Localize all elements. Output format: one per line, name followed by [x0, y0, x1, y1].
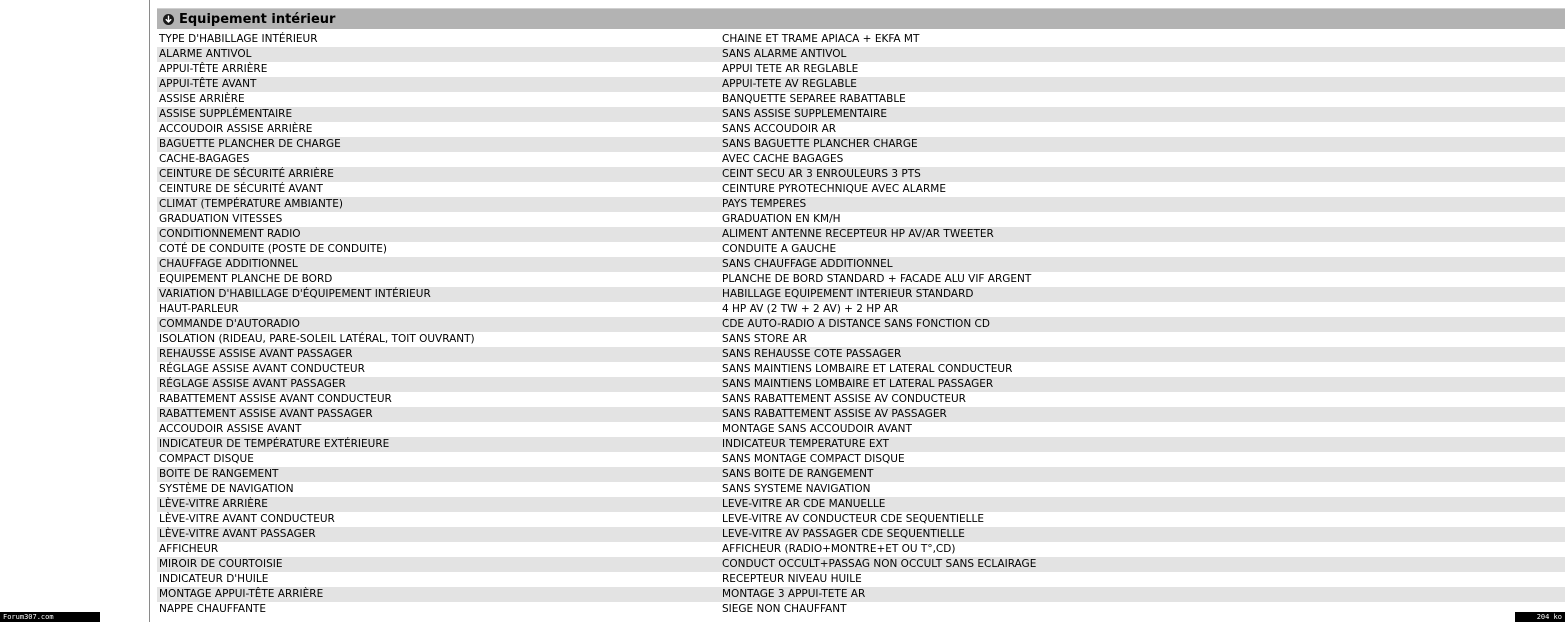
table-row	[157, 212, 1565, 227]
table-row	[157, 527, 1565, 542]
row-label: VARIATION D'HABILLAGE D'ÉQUIPEMENT INTÉRIEUR	[159, 288, 431, 300]
table-row	[157, 497, 1565, 512]
row-value: SIEGE NON CHAUFFANT	[722, 603, 847, 615]
row-value: GRADUATION EN KM/H	[722, 213, 841, 225]
table-row	[157, 182, 1565, 197]
row-label: LÈVE-VITRE AVANT PASSAGER	[159, 528, 316, 540]
row-value: HABILLAGE EQUIPEMENT INTERIEUR STANDARD	[722, 288, 974, 300]
row-value: AFFICHEUR (RADIO+MONTRE+ET OU T°,CD)	[722, 543, 956, 555]
row-label: CACHE-BAGAGES	[159, 153, 250, 165]
table-row	[157, 602, 1565, 617]
row-value: CHAINE ET TRAME APIACA + EKFA MT	[722, 33, 920, 45]
section-title: Equipement intérieur	[179, 11, 336, 27]
table-row	[157, 122, 1565, 137]
table-row	[157, 197, 1565, 212]
row-label: ACCOUDOIR ASSISE ARRIÈRE	[159, 123, 313, 135]
table-row	[157, 377, 1565, 392]
table-row	[157, 242, 1565, 257]
row-value: LEVE-VITRE AR CDE MANUELLE	[722, 498, 886, 510]
site-badge: Forum307.com	[0, 612, 100, 622]
row-value: CONDUCT OCCULT+PASSAG NON OCCULT SANS ECLAIRAGE	[722, 558, 1037, 570]
row-label: SYSTÈME DE NAVIGATION	[159, 483, 294, 495]
table-row	[157, 482, 1565, 497]
row-value: MONTAGE 3 APPUI-TETE AR	[722, 588, 866, 600]
row-value: SANS MONTAGE COMPACT DISQUE	[722, 453, 905, 465]
row-label: ALARME ANTIVOL	[159, 48, 252, 60]
row-value: RECEPTEUR NIVEAU HUILE	[722, 573, 862, 585]
row-value: SANS RABATTEMENT ASSISE AV PASSAGER	[722, 408, 947, 420]
table-row	[157, 32, 1565, 47]
row-value: SANS MAINTIENS LOMBAIRE ET LATERAL PASSAGER	[722, 378, 994, 390]
table-row	[157, 467, 1565, 482]
row-label: REHAUSSE ASSISE AVANT PASSAGER	[159, 348, 353, 360]
pane-divider	[149, 0, 150, 622]
row-value: PLANCHE DE BORD STANDARD + FACADE ALU VIF ARGENT	[722, 273, 1032, 285]
table-row	[157, 152, 1565, 167]
table-row	[157, 107, 1565, 122]
row-label: AFFICHEUR	[159, 543, 219, 555]
equipment-table	[157, 32, 1565, 617]
main-content	[157, 0, 1565, 622]
row-value: CDE AUTO-RADIO A DISTANCE SANS FONCTION CD	[722, 318, 990, 330]
table-row	[157, 272, 1565, 287]
table-row	[157, 287, 1565, 302]
row-value: SANS ASSISE SUPPLEMENTAIRE	[722, 108, 888, 120]
row-label: RÉGLAGE ASSISE AVANT CONDUCTEUR	[159, 363, 365, 375]
row-label: MIROIR DE COURTOISIE	[159, 558, 283, 570]
table-row	[157, 542, 1565, 557]
table-row	[157, 557, 1565, 572]
row-label: RABATTEMENT ASSISE AVANT CONDUCTEUR	[159, 393, 392, 405]
row-label: EQUIPEMENT PLANCHE DE BORD	[159, 273, 333, 285]
row-label: RABATTEMENT ASSISE AVANT PASSAGER	[159, 408, 373, 420]
table-row	[157, 62, 1565, 77]
table-row	[157, 47, 1565, 62]
row-label: ISOLATION (RIDEAU, PARE-SOLEIL LATÉRAL, TOIT OUVRANT)	[159, 333, 475, 345]
table-row	[157, 587, 1565, 602]
row-value: SANS BOITE DE RANGEMENT	[722, 468, 874, 480]
row-label: CEINTURE DE SÉCURITÉ AVANT	[159, 183, 323, 195]
row-value: SANS MAINTIENS LOMBAIRE ET LATERAL CONDUCTEUR	[722, 363, 1013, 375]
row-value: SANS REHAUSSE COTE PASSAGER	[722, 348, 902, 360]
row-label: LÈVE-VITRE AVANT CONDUCTEUR	[159, 513, 335, 525]
row-value: INDICATEUR TEMPERATURE EXT	[722, 438, 889, 450]
row-label: BOITE DE RANGEMENT	[159, 468, 279, 480]
row-label: CEINTURE DE SÉCURITÉ ARRIÈRE	[159, 168, 334, 180]
table-row	[157, 452, 1565, 467]
table-row	[157, 407, 1565, 422]
row-value: SANS STORE AR	[722, 333, 807, 345]
row-label: TYPE D'HABILLAGE INTÉRIEUR	[159, 33, 318, 45]
row-label: NAPPE CHAUFFANTE	[159, 603, 266, 615]
row-value: CEINT SECU AR 3 ENROULEURS 3 PTS	[722, 168, 921, 180]
row-label: APPUI-TÊTE ARRIÈRE	[159, 63, 268, 75]
row-label: COTÉ DE CONDUITE (POSTE DE CONDUITE)	[159, 243, 388, 255]
row-value: APPUI-TETE AV REGLABLE	[722, 78, 857, 90]
row-value: CEINTURE PYROTECHNIQUE AVEC ALARME	[722, 183, 946, 195]
row-label: ASSISE SUPPLÉMENTAIRE	[159, 108, 293, 120]
row-label: CHAUFFAGE ADDITIONNEL	[159, 258, 298, 270]
row-label: RÉGLAGE ASSISE AVANT PASSAGER	[159, 378, 346, 390]
row-label: HAUT-PARLEUR	[159, 303, 239, 315]
row-value: APPUI TETE AR REGLABLE	[722, 63, 859, 75]
table-row	[157, 572, 1565, 587]
row-value: CONDUITE A GAUCHE	[722, 243, 837, 255]
table-row	[157, 392, 1565, 407]
table-row	[157, 317, 1565, 332]
row-value: ALIMENT ANTENNE RECEPTEUR HP AV/AR TWEETER	[722, 228, 994, 240]
row-value: SANS CHAUFFAGE ADDITIONNEL	[722, 258, 893, 270]
row-value: PAYS TEMPERES	[722, 198, 807, 210]
table-row	[157, 227, 1565, 242]
table-row	[157, 77, 1565, 92]
row-label: INDICATEUR DE TEMPÉRATURE EXTÉRIEURE	[159, 438, 390, 450]
row-value: AVEC CACHE BAGAGES	[722, 153, 844, 165]
table-row	[157, 362, 1565, 377]
left-pane	[0, 0, 149, 622]
row-label: INDICATEUR D'HUILE	[159, 573, 269, 585]
table-row	[157, 92, 1565, 107]
row-value: SANS RABATTEMENT ASSISE AV CONDUCTEUR	[722, 393, 966, 405]
row-value: SANS ACCOUDOIR AR	[722, 123, 837, 135]
row-value: SANS SYSTEME NAVIGATION	[722, 483, 871, 495]
row-label: GRADUATION VITESSES	[159, 213, 283, 225]
table-row	[157, 137, 1565, 152]
table-row	[157, 437, 1565, 452]
row-value: LEVE-VITRE AV PASSAGER CDE SEQUENTIELLE	[722, 528, 965, 540]
table-row	[157, 512, 1565, 527]
row-value: BANQUETTE SEPAREE RABATTABLE	[722, 93, 906, 105]
table-row	[157, 332, 1565, 347]
row-label: LÈVE-VITRE ARRIÈRE	[159, 498, 268, 510]
row-value: SANS BAGUETTE PLANCHER CHARGE	[722, 138, 918, 150]
arrow-down-circle-icon[interactable]	[163, 14, 174, 25]
row-value: LEVE-VITRE AV CONDUCTEUR CDE SEQUENTIELLE	[722, 513, 984, 525]
size-badge: 204 ko	[1515, 612, 1565, 622]
row-label: MONTAGE APPUI-TÊTE ARRIÈRE	[159, 588, 324, 600]
row-value: SANS ALARME ANTIVOL	[722, 48, 847, 60]
row-label: ASSISE ARRIÈRE	[159, 93, 245, 105]
table-row	[157, 167, 1565, 182]
row-value: MONTAGE SANS ACCOUDOIR AVANT	[722, 423, 912, 435]
row-label: CONDITIONNEMENT RADIO	[159, 228, 301, 240]
table-row	[157, 257, 1565, 272]
table-row	[157, 422, 1565, 437]
row-label: CLIMAT (TEMPÉRATURE AMBIANTE)	[159, 198, 343, 210]
table-row	[157, 347, 1565, 362]
row-label: APPUI-TÊTE AVANT	[159, 78, 257, 90]
section-header[interactable]	[157, 8, 1565, 29]
table-row	[157, 302, 1565, 317]
row-label: ACCOUDOIR ASSISE AVANT	[159, 423, 302, 435]
row-label: COMMANDE D'AUTORADIO	[159, 318, 300, 330]
row-label: BAGUETTE PLANCHER DE CHARGE	[159, 138, 341, 150]
row-value: 4 HP AV (2 TW + 2 AV) + 2 HP AR	[722, 303, 899, 315]
row-label: COMPACT DISQUE	[159, 453, 254, 465]
